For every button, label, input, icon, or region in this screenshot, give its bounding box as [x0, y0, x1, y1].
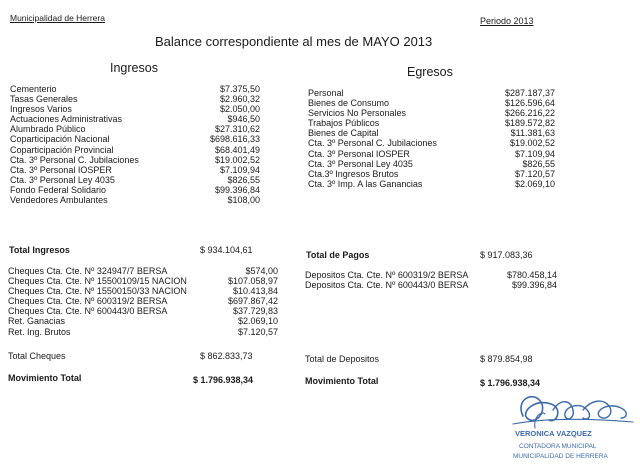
egresos-item-label: Personal — [308, 88, 344, 98]
egresos-item-label: Bienes de Capital — [308, 128, 379, 139]
ingresos-row — [10, 165, 260, 175]
cheques-row — [8, 286, 278, 296]
ingresos-item-label: Coparticipación Nacional — [10, 134, 110, 145]
cheques-row — [8, 296, 278, 306]
cheques-item-label: Ret. Ing. Brutos — [8, 326, 71, 337]
egresos-list — [308, 88, 555, 189]
ingresos-row — [10, 124, 260, 134]
ingresos-row — [10, 94, 260, 104]
ingresos-item-label: Actuaciones Administrativas — [10, 114, 123, 125]
ingresos-item-amount: $19.002,52 — [214, 154, 260, 165]
egresos-item-label: Cta. 3º Personal IOSPER — [308, 148, 410, 159]
ingresos-item-label: Vendedores Ambulantes — [10, 195, 108, 206]
egresos-row — [308, 98, 555, 108]
ingresos-item-label: Alumbrado Público — [10, 124, 86, 135]
egresos-row — [308, 138, 555, 148]
cheques-row — [8, 327, 278, 337]
cheques-item-amount: $697.867,42 — [227, 296, 278, 307]
egresos-item-amount: $2.069,10 — [514, 178, 555, 189]
egresos-item-label: Bienes de Consumo — [308, 98, 390, 109]
ingresos-item-label: Cementerio — [10, 84, 57, 94]
egresos-item-label: Cta. 3º Personal C. Jubilaciones — [308, 138, 437, 149]
signature-institution: MUNICIPALIDAD DE HERRERA — [513, 453, 608, 460]
ingresos-item-amount: $826,55 — [227, 174, 260, 185]
ingresos-row — [10, 104, 260, 114]
egresos-row — [308, 159, 555, 169]
ingresos-row — [10, 145, 260, 155]
total-ingresos-label: Total Ingresos — [9, 245, 70, 255]
egresos-item-amount: $189.572,82 — [504, 118, 555, 129]
cheques-item-label: Ret. Ganacias — [8, 316, 66, 327]
ingresos-row — [10, 185, 260, 195]
movimiento-total-left-amount: $ 1.796.938,34 — [193, 375, 254, 385]
egresos-row — [308, 179, 555, 189]
ingresos-item-amount: $698.616,33 — [209, 134, 260, 145]
ingresos-list — [10, 84, 260, 205]
municipality-name: Municipalidad de Herrera — [10, 13, 105, 23]
ingresos-item-amount: $946,50 — [227, 114, 260, 125]
ingresos-item-label: Tasas Generales — [10, 94, 78, 105]
egresos-item-amount: $266.216,22 — [504, 108, 555, 119]
egresos-item-amount: $7.120,57 — [514, 168, 555, 179]
signature-name: VERONICA VAZQUEZ — [515, 429, 592, 438]
cheques-item-label: Cheques Cta. Cte. Nº 600443/0 BERSA — [8, 306, 168, 317]
ingresos-item-amount: $68.401,49 — [214, 144, 260, 155]
ingresos-item-amount: $7.109,94 — [219, 164, 260, 175]
period-label: Periodo 2013 — [480, 16, 534, 26]
total-cheques-label: Total Cheques — [8, 351, 66, 361]
cheques-row — [8, 266, 278, 276]
ingresos-row — [10, 155, 260, 165]
cheques-list — [8, 266, 278, 337]
egresos-row — [308, 88, 555, 98]
ingresos-heading: Ingresos — [110, 61, 158, 75]
signature-role: CONTADORA MUNICIPAL — [519, 443, 597, 450]
egresos-heading: Egresos — [407, 65, 453, 79]
egresos-item-label: Trabajos Públicos — [308, 118, 380, 129]
cheques-item-label: Cheques Cta. Cte. Nº 15500150/33 NACION — [8, 286, 187, 297]
cheques-item-amount: $37.729,83 — [232, 306, 278, 317]
depositos-item-amount: $99.396,84 — [511, 280, 557, 291]
cheques-item-label: Cheques Cta. Cte. Nº 324947/7 BERSA — [8, 266, 168, 276]
egresos-item-label: Cta. 3º Imp. A las Ganancias — [308, 178, 423, 189]
total-pagos-label: Total de Pagos — [306, 250, 370, 260]
movimiento-total-left-label: Movimiento Total — [8, 373, 82, 383]
ingresos-row — [10, 114, 260, 124]
cheques-row — [8, 316, 278, 326]
ingresos-row — [10, 84, 260, 94]
total-pagos-amount: $ 917.083,36 — [480, 250, 533, 260]
ingresos-item-amount: $2.960,32 — [219, 94, 260, 105]
ingresos-item-label: Ingresos Varios — [10, 104, 72, 115]
cheques-row — [8, 276, 278, 286]
egresos-row — [308, 169, 555, 179]
depositos-row — [305, 270, 557, 280]
egresos-item-amount: $287.187,37 — [504, 88, 555, 98]
depositos-row — [305, 280, 557, 290]
egresos-item-amount: $19.002,52 — [509, 138, 555, 149]
movimiento-total-right-amount: $ 1.796.938,34 — [480, 378, 541, 388]
document-title: Balance correspondiente al mes de MAYO 2013 — [155, 34, 433, 49]
ingresos-item-label: Fondo Federal Solidario — [10, 184, 107, 195]
ingresos-item-amount: $7.375,50 — [219, 84, 260, 94]
egresos-item-amount: $7.109,94 — [514, 148, 555, 159]
egresos-item-amount: $826,55 — [522, 158, 555, 169]
total-depositos-label: Total de Depositos — [305, 354, 380, 364]
cheques-row — [8, 306, 278, 316]
cheques-item-amount: $10.413,84 — [232, 286, 278, 297]
movimiento-total-right-label: Movimiento Total — [305, 376, 379, 386]
total-ingresos-amount: $ 934.104,61 — [200, 245, 253, 255]
egresos-item-amount: $11.381,63 — [510, 128, 555, 139]
ingresos-item-label: Cta. 3º Personal C. Jubilaciones — [10, 154, 139, 165]
depositos-list — [305, 270, 557, 290]
ingresos-item-amount: $27.310,62 — [214, 124, 260, 135]
cheques-item-amount: $574,00 — [245, 266, 278, 276]
cheques-item-amount: $107.058,97 — [227, 276, 278, 287]
egresos-row — [308, 128, 555, 138]
ingresos-item-label: Coparticipación Provincial — [10, 144, 114, 155]
ingresos-item-amount: $2.050,00 — [219, 104, 260, 115]
total-depositos-amount: $ 879.854,98 — [480, 354, 533, 364]
cheques-item-label: Cheques Cta. Cte. Nº 15500109/15 NACION — [8, 276, 187, 287]
egresos-item-amount: $126.596,64 — [504, 98, 555, 109]
cheques-item-amount: $2.069,10 — [237, 316, 278, 327]
egresos-item-label: Servicios No Personales — [308, 108, 407, 119]
total-cheques-amount: $ 862.833,73 — [200, 351, 253, 361]
cheques-item-label: Cheques Cta. Cte. Nº 600319/2 BERSA — [8, 296, 168, 307]
ingresos-item-amount: $99.396,84 — [214, 184, 260, 195]
ingresos-row — [10, 195, 260, 205]
ingresos-item-label: Cta. 3º Personal IOSPER — [10, 164, 112, 175]
signature-stamp — [505, 388, 640, 469]
egresos-item-label: Cta.3º Ingresos Brutos — [308, 168, 399, 179]
depositos-item-amount: $780.458,14 — [506, 270, 557, 280]
egresos-row — [308, 108, 555, 118]
ingresos-item-label: Cta. 3º Personal Ley 4035 — [10, 174, 115, 185]
ingresos-row — [10, 175, 260, 185]
ingresos-row — [10, 134, 260, 144]
depositos-item-label: Depositos Cta. Cte. Nº 600319/2 BERSA — [305, 270, 469, 280]
ingresos-item-amount: $108,00 — [227, 195, 260, 206]
egresos-row — [308, 118, 555, 128]
cheques-item-amount: $7.120,57 — [237, 326, 278, 337]
egresos-row — [308, 149, 555, 159]
egresos-item-label: Cta. 3º Personal Ley 4035 — [308, 158, 413, 169]
depositos-item-label: Depositos Cta. Cte. Nº 600443/0 BERSA — [305, 280, 469, 291]
